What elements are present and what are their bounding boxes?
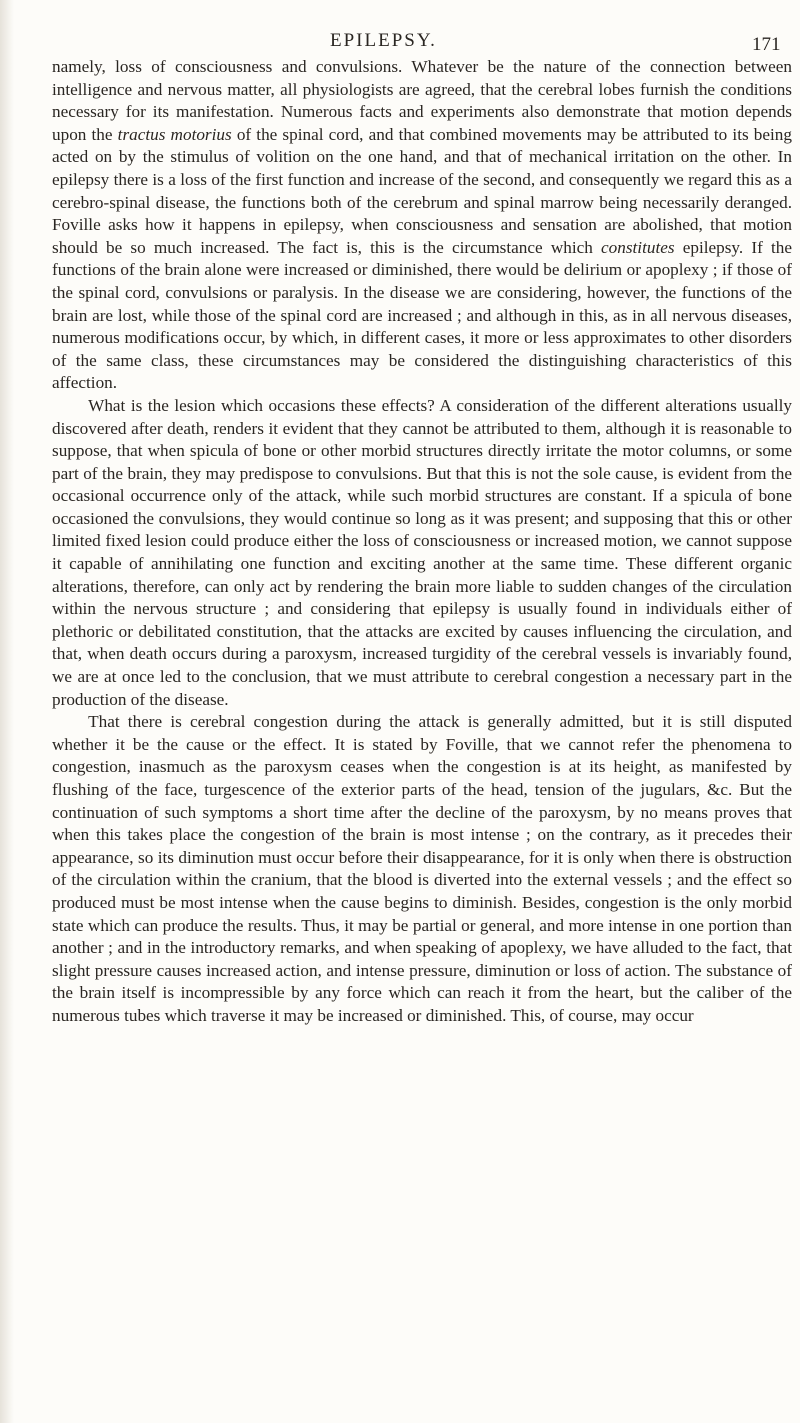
paragraph-3	[52, 711, 792, 1027]
text-span: What is the lesion which occasions these effects? A consideration of the different alterations usually discovered after death, renders it evident that they cannot be attributed to them, although it is reasonable to suppose, that when spicula of bone or other morbid structures directly irritate the motor columns, or some part of the brain, they may predispose to convulsions. But that this is not the sole cause, is evident from the occasional occurrence only of the attack, while such morbid structures are constant. If a spicula of bone occasioned the convulsions, they would continue so long as it was present; and supposing that this or other limited fixed lesion could produce either the loss of consciousness or increased motion, we cannot suppose it capable of annihilating one function and exciting another at the same time. These different organic alterations, therefore, can only act by rendering the brain more liable to sudden changes of the circulation within the nervous structure ; and considering that epilepsy is usually found in individuals either of plethoric or debilitated constitution, that the attacks are excited by causes influencing the circulation, and that, when death occurs during a paroxysm, increased turgidity of the cerebral vessels is invariably found, we are at once led to the conclusion, that we must attribute to cerebral congestion a necessary part in the production of the disease.	[52, 395, 792, 709]
text-span: namely, loss of consciousness and convulsions. Whatever be the nature of the connection between intelligence and nervous matter, all physiologists are agreed, that the cerebral lobes furnish the conditions necessary for its manifestation. Numerous facts and experiments also demonstrate that motion depends upon the	[52, 57, 792, 144]
running-title: EPILEPSY.	[330, 30, 437, 51]
page-number: 171	[752, 34, 781, 55]
text-span: epilepsy. If the functions of the brain alone were increased or diminished, there would be delirium or apoplexy ; if those of the spinal cord, convulsions or paralysis. In the disease we are considering, however, the functions of the brain are lost, while those of the spinal cord are increased ; and although in this, as in all nervous diseases, numerous modifications occur, by which, in different cases, it more or less approximates to other disorders of the same class, these circumstances may be considered the distinguishing characteristics of this affection.	[52, 237, 793, 393]
paragraph-2	[52, 395, 792, 711]
binding-gutter	[0, 0, 14, 1423]
body-text	[52, 56, 792, 1028]
text-span: That there is cerebral congestion during the attack is generally admitted, but it is still disputed whether it be the cause or the effect. It is stated by Foville, that we cannot refer the phenomena to congestion, inasmuch as the paroxysm ceases when the congestion is at its height, as manifested by flushing of the face, turgescence of the exterior parts of the head, tension of the jugulars, &c. But the continuation of such symptoms a short time after the decline of the paroxysm, by no means proves that when this takes place the congestion of the brain is most intense ; on the contrary, as it precedes their appearance, so its diminution must occur before their disappearance, for it is only when there is obstruction of the circulation within the cranium, that the blood is diverted into the external vessels ; and the effect so produced must be most intense when the cause begins to diminish. Besides, congestion is the only morbid state which can produce the results. Thus, it may be partial or general, and more intense in one portion than another ; and in the introductory remarks, and when speaking of apoplexy, we have alluded to the fact, that slight pressure causes increased action, and intense pressure, diminution or loss of action. The substance of the brain itself is incompressible by any force which can reach it from the heart, but the caliber of the numerous tubes which traverse it may be increased or diminished. This, of course, may occur	[52, 712, 792, 1025]
text-span: of the spinal cord, and that combined movements may be attributed to its being acted on by the stimulus of volition on the one hand, and that of mechanical irritation on the other. In epilepsy there is a loss of the first function and increase of the second, and consequently we regard this as a cerebro-spinal disease, the functions both of the cerebrum and spinal marrow being necessarily deranged. Foville asks how it happens in epilepsy, when consciousness and sensation are abolished, that motion should be so much increased. The fact is, this is the circumstance which	[52, 124, 792, 257]
paragraph-1	[52, 56, 792, 395]
italic-term-constitutes: constitutes	[601, 237, 675, 257]
italic-term-tractus-motorius: tractus motorius	[117, 124, 232, 144]
